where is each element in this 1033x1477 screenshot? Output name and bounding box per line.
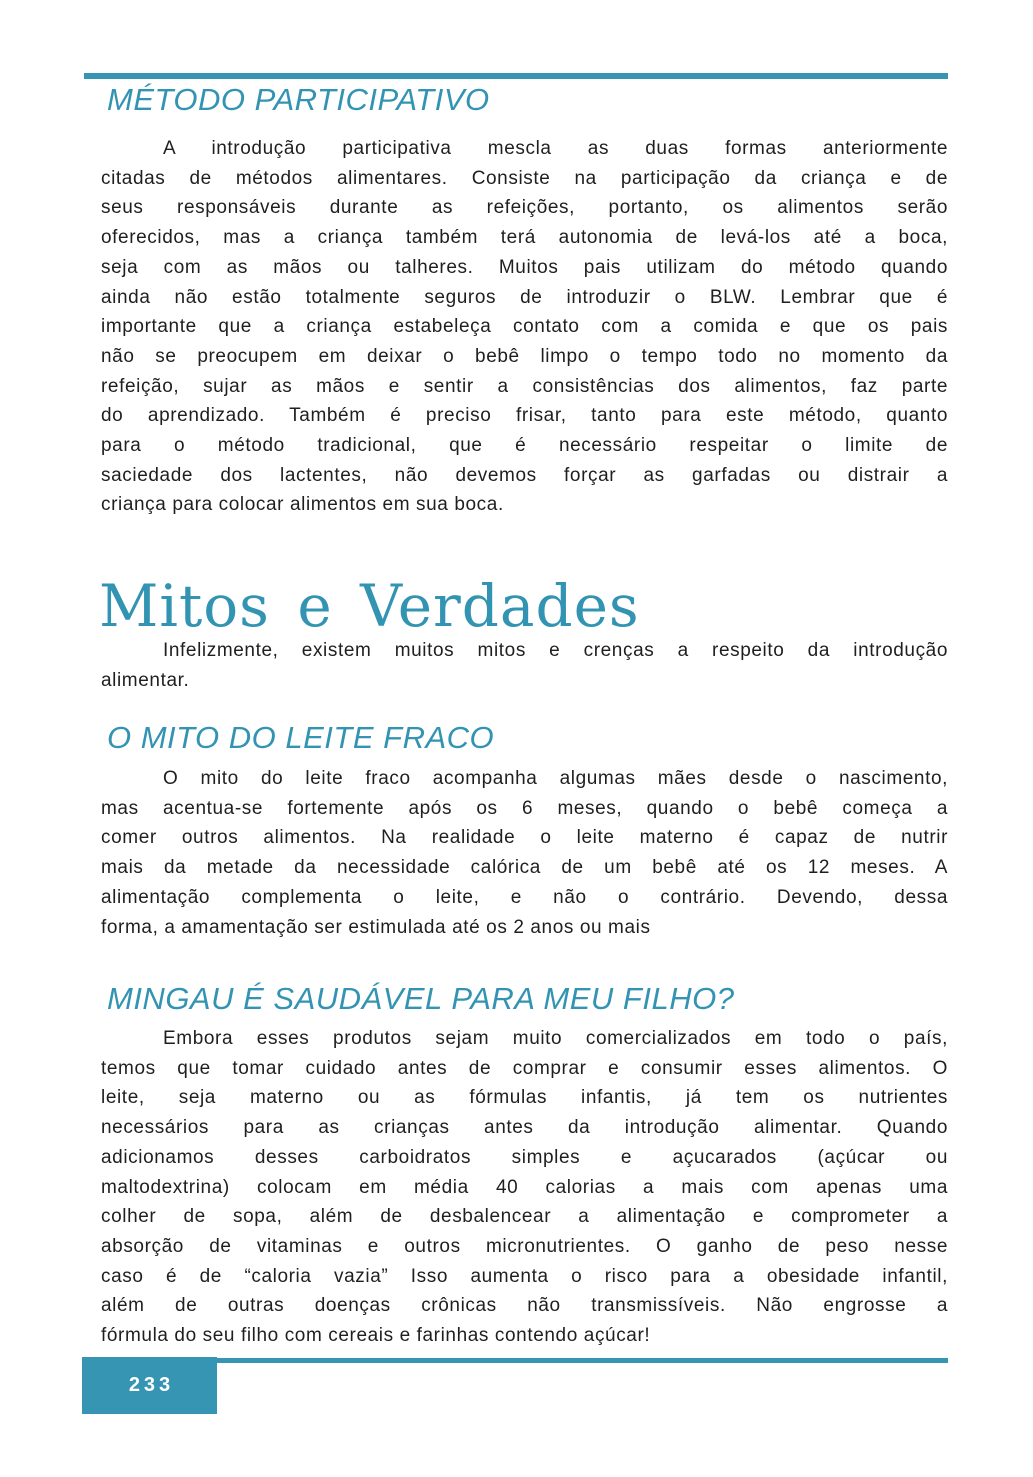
text-line: seja com as mãos ou talheres. Muitos pais utilizam do método quando (101, 256, 948, 278)
text-line: maltodextrina) colocam em média 40 calorias a mais com apenas uma (101, 1176, 948, 1198)
text-line: oferecidos, mas a criança também terá autonomia de levá-los até a boca, (101, 227, 948, 249)
text-line: caso é de “caloria vazia” Isso aumenta o risco para a obesidade infantil, (101, 1265, 948, 1287)
page-number: 233 (128, 1374, 175, 1396)
text-line: A introdução participativa mescla as duas formas anteriormente (163, 138, 948, 159)
paragraph-mingau (101, 1024, 948, 1351)
text-line: necessários para as crianças antes da introdução alimentar. Quando (101, 1117, 948, 1139)
text-line: não se preocupem em deixar o bebê limpo o tempo todo no momento da (101, 345, 948, 367)
text-line: adicionamos desses carboidratos simples e açucarados (açúcar ou (101, 1146, 948, 1168)
chapter-title-mitos-e-verdades: Mitos e Verdades (99, 572, 640, 640)
text-line: Infelizmente, existem muitos mitos e crenças a respeito da introdução (163, 640, 948, 661)
paragraph-leite-fraco (101, 764, 948, 942)
text-line: temos que tomar cuidado antes de comprar e consumir esses alimentos. O (101, 1057, 948, 1079)
text-line: alimentação complementa o leite, e não o contrário. Devendo, dessa (101, 886, 948, 908)
text-line: criança para colocar alimentos em sua boca. (101, 494, 504, 516)
text-line: refeição, sujar as mãos e sentir a consistências dos alimentos, faz parte (101, 375, 948, 397)
text-line: alimentar. (101, 669, 190, 691)
text-line: do aprendizado. Também é preciso frisar, tanto para este método, quanto (101, 405, 948, 427)
text-line: ainda não estão totalmente seguros de introduzir o BLW. Lembrar que é (101, 286, 948, 308)
text-line: leite, seja materno ou as fórmulas infantis, já tem os nutrientes (101, 1087, 948, 1109)
text-line: mas acentua-se fortemente após os 6 meses, quando o bebê começa a (101, 797, 948, 819)
paragraph-mitos-intro (101, 636, 948, 695)
heading-metodo-participativo: MÉTODO PARTICIPATIVO (107, 82, 490, 117)
text-line: comer outros alimentos. Na realidade o leite materno é capaz de nutrir (101, 827, 948, 849)
text-line: saciedade dos lactentes, não devemos forçar as garfadas ou distrair a (101, 464, 948, 486)
text-line: O mito do leite fraco acompanha algumas mães desde o nascimento, (163, 768, 948, 789)
text-line: absorção de vitaminas e outros micronutrientes. O ganho de peso nesse (101, 1235, 948, 1257)
text-line: mais da metade da necessidade calórica de um bebê até os 12 meses. A (101, 857, 948, 879)
text-line: para o método tradicional, que é necessário respeitar o limite de (101, 435, 948, 457)
text-line: colher de sopa, além de desbalencear a alimentação e comprometer a (101, 1206, 948, 1228)
text-line: fórmula do seu filho com cereais e farinhas contendo açúcar! (101, 1325, 651, 1347)
text-line: além de outras doenças crônicas não transmissíveis. Não engrosse a (101, 1295, 948, 1317)
heading-mingau-saudavel: MINGAU É SAUDÁVEL PARA MEU FILHO? (107, 981, 735, 1016)
text-line: seus responsáveis durante as refeições, portanto, os alimentos serão (101, 197, 948, 219)
heading-mito-do-leite-fraco: O MITO DO LEITE FRACO (107, 720, 495, 755)
text-line: forma, a amamentação ser estimulada até os 2 anos ou mais (101, 916, 651, 938)
text-line: citadas de métodos alimentares. Consiste na participação da criança e de (101, 167, 948, 189)
text-line: Embora esses produtos sejam muito comercializados em todo o país, (163, 1028, 948, 1049)
paragraph-metodo-participativo (101, 134, 948, 520)
page-number-badge (82, 1357, 217, 1414)
top-rule-divider (84, 73, 948, 79)
text-line: importante que a criança estabeleça contato com a comida e que os pais (101, 316, 948, 338)
